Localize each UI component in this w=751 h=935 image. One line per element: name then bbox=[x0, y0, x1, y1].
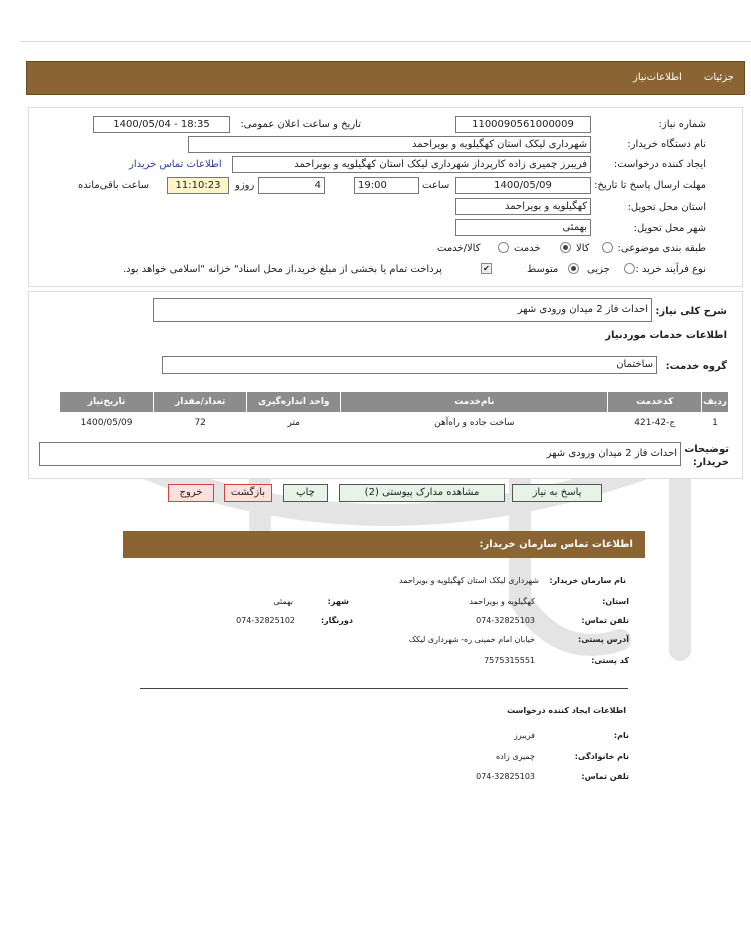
payment-checkbox[interactable]: ✔ bbox=[481, 263, 492, 274]
cat-goods-radio[interactable] bbox=[602, 242, 613, 253]
services-info-label: اطلاعات خدمات موردنیاز bbox=[605, 330, 727, 341]
category-label: طبقه بندی موضوعی: bbox=[617, 243, 706, 254]
contact-header-title: اطلاعات تماس سازمان خریدار: bbox=[479, 539, 633, 550]
creator-phone-label: تلفن تماس: bbox=[581, 772, 629, 781]
tab-need-info[interactable]: اطلاعات‌نیاز bbox=[633, 72, 682, 83]
services-table bbox=[59, 391, 729, 433]
service-group-field: ساختمان bbox=[162, 356, 657, 374]
creator-header: اطلاعات ایجاد کننده درخواست bbox=[507, 706, 626, 715]
top-divider bbox=[20, 41, 751, 42]
purchase-type-label: نوع فرآیند خرید : bbox=[635, 264, 706, 275]
contact-postal: 7575315551 bbox=[484, 656, 535, 665]
creator-phone: 074-32825103 bbox=[476, 772, 535, 781]
buyer-org-field: شهرداری لیکک استان کهگیلویه و بویراحمد bbox=[188, 136, 591, 153]
contact-postal-label: کد پستی: bbox=[591, 656, 629, 665]
contact-city: بهمئی bbox=[273, 597, 293, 606]
creator-name-label: نام: bbox=[613, 731, 629, 740]
days-field: 4 bbox=[258, 177, 325, 194]
creator-name: فریبرز bbox=[513, 731, 535, 740]
tab-details[interactable]: جزئیات bbox=[704, 72, 734, 83]
service-group-label: گروه خدمت: bbox=[665, 361, 727, 372]
need-info-panel bbox=[28, 107, 743, 287]
view-docs-button[interactable]: مشاهده مدارک پیوستی (2) bbox=[339, 484, 505, 502]
remaining-time-field: 11:10:23 bbox=[167, 177, 229, 194]
cat-service-radio[interactable] bbox=[560, 242, 571, 253]
deadline-time-field: 19:00 bbox=[354, 177, 419, 194]
contact-city-label: شهر: bbox=[327, 597, 349, 606]
contact-divider bbox=[140, 688, 628, 689]
col-unit: واحد اندازه‌گیری bbox=[247, 392, 341, 413]
cell-service-name: ساخت جاده و راه‌آهن bbox=[341, 413, 608, 433]
general-desc-field: احداث فاز 2 میدان ورودی شهر bbox=[153, 298, 652, 322]
creator-field: فریبرز چمیری زاده کارپرداز شهرداری لیکک استان کهگیلویه و بویراحمد bbox=[232, 156, 591, 173]
cell-service-code: ج-42-421 bbox=[608, 413, 702, 433]
col-service-name: نام‌خدمت bbox=[341, 392, 608, 413]
contact-header bbox=[123, 531, 645, 558]
payment-note: پرداخت تمام یا بخشی از مبلغ خرید،از محل اسناد" خزانه "اسلامی خواهد بود. bbox=[123, 264, 442, 275]
deadline-date-field: 1400/05/09 bbox=[455, 177, 591, 194]
announce-field: 1400/05/04 - 18:35 bbox=[93, 116, 230, 133]
creator-family-label: نام خانوادگی: bbox=[574, 752, 629, 761]
cell-quantity: 72 bbox=[154, 413, 247, 433]
page-header bbox=[26, 61, 745, 95]
col-quantity: تعداد/مقدار bbox=[154, 392, 247, 413]
col-service-code: کدخدمت bbox=[608, 392, 702, 413]
cat-goods-service-label: کالا/خدمت bbox=[437, 243, 481, 254]
col-need-date: تاریخ‌نیاز bbox=[60, 392, 154, 413]
days-label: روزو bbox=[235, 180, 255, 191]
buyer-notes-field: احداث فاز 2 میدان ورودی شهر bbox=[39, 442, 681, 466]
pt-medium-label: متوسط bbox=[527, 264, 559, 275]
cell-row: 1 bbox=[702, 413, 729, 433]
print-button[interactable]: چاپ bbox=[283, 484, 328, 502]
need-number-field: 1100090561000009 bbox=[455, 116, 591, 133]
cat-goods-label: کالا bbox=[576, 243, 590, 254]
buyer-org-label: نام دستگاه خریدار: bbox=[627, 139, 706, 150]
remaining-label: ساعت باقی‌مانده bbox=[78, 180, 150, 191]
city-field: بهمئی bbox=[455, 219, 591, 236]
contact-address: خیابان امام خمینی ره- شهرداری لیکک bbox=[408, 635, 535, 644]
contact-province-label: استان: bbox=[602, 597, 629, 606]
col-row: ردیف bbox=[702, 392, 729, 413]
contact-fax-label: دورنگار: bbox=[320, 616, 353, 625]
contact-phone: 074-32825103 bbox=[476, 616, 535, 625]
creator-family: چمیری زاده bbox=[495, 752, 535, 761]
buyer-contact-link[interactable]: اطلاعات تماس خریدار bbox=[129, 159, 222, 170]
table-row bbox=[60, 413, 729, 433]
creator-label: ایجاد کننده درخواست: bbox=[613, 159, 706, 170]
cell-need-date: 1400/05/09 bbox=[60, 413, 154, 433]
reply-button[interactable]: پاسخ به نیاز bbox=[512, 484, 602, 502]
province-label: استان محل تحویل: bbox=[627, 202, 706, 213]
general-desc-label: شرح کلی نیاز: bbox=[655, 306, 727, 317]
cell-unit: متر bbox=[247, 413, 341, 433]
contact-fax: 074-32825102 bbox=[236, 616, 295, 625]
contact-phone-label: تلفن تماس: bbox=[581, 616, 629, 625]
cat-service-label: خدمت bbox=[514, 243, 541, 254]
contact-address-label: آدرس پستی: bbox=[578, 635, 629, 644]
city-label: شهر محل تحویل: bbox=[633, 223, 706, 234]
need-number-label: شماره نیاز: bbox=[658, 119, 706, 130]
contact-org-label: نام سازمان خریدار: bbox=[549, 576, 626, 585]
pt-medium-radio[interactable] bbox=[568, 263, 579, 274]
province-field: کهگیلویه و بویراحمد bbox=[455, 198, 591, 215]
announce-label: تاریخ و ساعت اعلان عمومی: bbox=[240, 119, 361, 130]
pt-minor-radio[interactable] bbox=[624, 263, 635, 274]
exit-button[interactable]: خروج bbox=[168, 484, 214, 502]
pt-minor-label: جزیی bbox=[587, 264, 610, 275]
time-label: ساعت bbox=[422, 180, 450, 191]
buyer-notes-label: توضیحات خریدار: bbox=[684, 444, 729, 468]
deadline-label: مهلت ارسال پاسخ تا تاریخ: bbox=[594, 180, 706, 191]
back-button[interactable]: بازگشت bbox=[224, 484, 272, 502]
contact-province: کهگیلویه و بویراحمد bbox=[469, 597, 535, 606]
contact-org: شهرداری لیکک استان کهگیلویه و بویراحمد bbox=[399, 576, 539, 585]
cat-goods-service-radio[interactable] bbox=[498, 242, 509, 253]
